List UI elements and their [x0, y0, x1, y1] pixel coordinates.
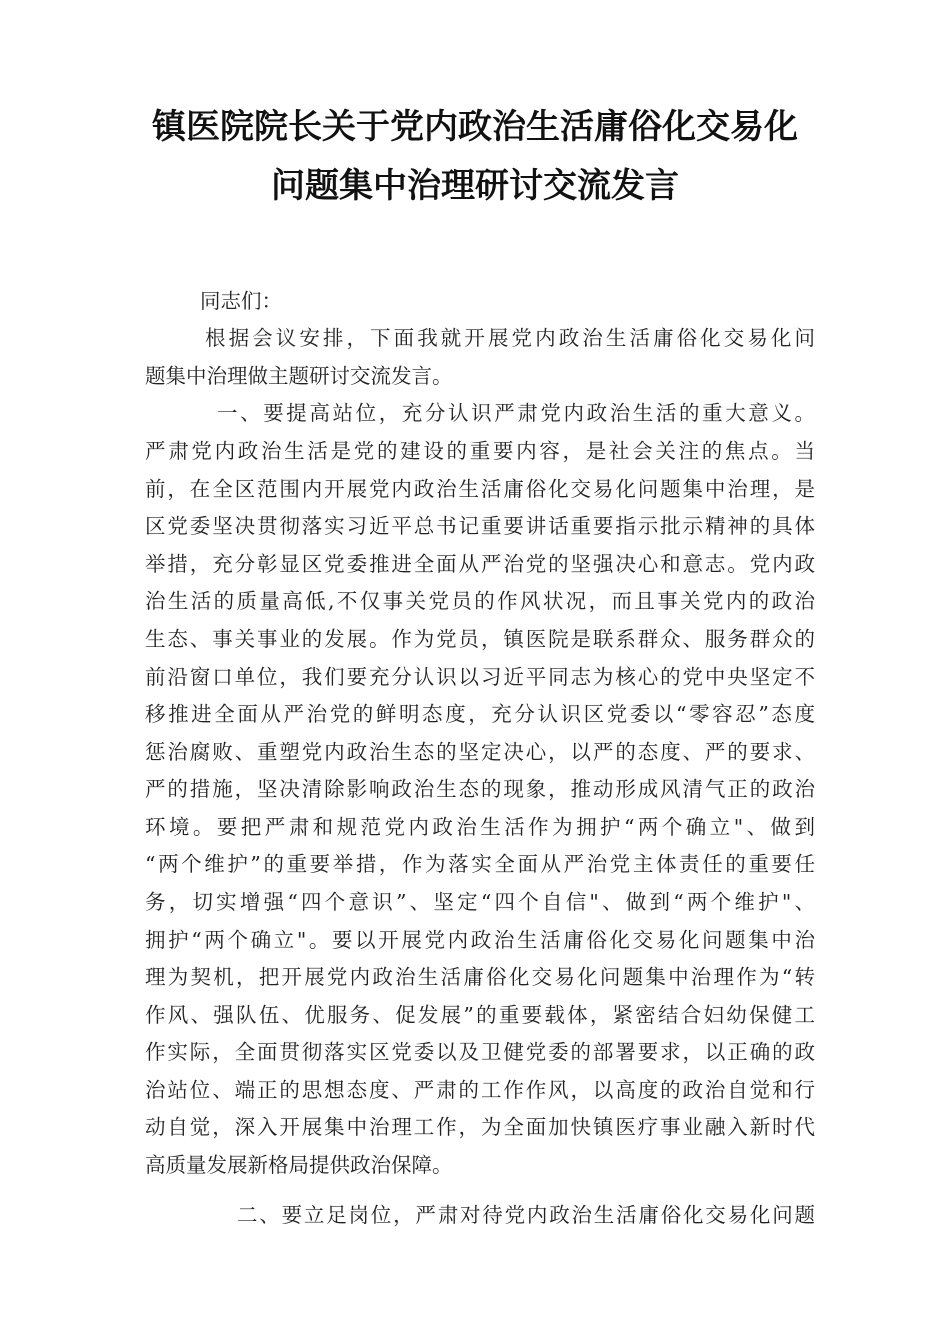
- paragraph-line: 严肃党内政治生活是党的建设的重要内容，是社会关注的焦点。当: [145, 439, 815, 463]
- paragraph-line: 理为契机，把开展党内政治生活庸俗化交易化问题集中治理作为“转: [145, 965, 815, 989]
- paragraph-line: 严的措施，坚决清除影响政治生态的现象，推动形成风清气正的政治: [145, 777, 815, 801]
- section-heading-2: 二、要立足岗位，严肃对待党内政治生活庸俗化交易化问题: [237, 1203, 815, 1227]
- paragraph-line: 前沿窗口单位，我们要充分认识以习近平同志为核心的党中央坚定不: [145, 665, 815, 689]
- paragraph-line: 区党委坚决贯彻落实习近平总书记重要讲话重要指示批示精神的具体: [145, 514, 815, 538]
- paragraph-line: 前，在全区范围内开展党内政治生活庸俗化交易化问题集中治理，是: [145, 477, 815, 501]
- paragraph-line: 惩治腐败、重塑党内政治生态的坚定决心，以严的态度、严的要求、: [145, 740, 815, 764]
- paragraph-line: 治生活的质量高低,不仅事关党员的作风状况，而且事关党内的政治: [145, 589, 815, 613]
- paragraph-line: 题集中治理做主题研讨交流发言。: [145, 364, 453, 388]
- paragraph-line: 作风、强队伍、优服务、促发展”的重要载体，紧密结合妇幼保健工: [145, 1003, 815, 1027]
- section-heading-1: 一、要提高站位，充分认识严肃党内政治生活的重大意义。: [217, 401, 815, 425]
- paragraph-line: 务，切实增强“四个意识”、坚定“四个自信"、做到“两个维护"、: [145, 890, 815, 914]
- document-body: [145, 0, 815, 1344]
- document-title-line-2: 问题集中治理研讨交流发言: [271, 166, 679, 206]
- paragraph-line: 生态、事关事业的发展。作为党员，镇医院是联系群众、服务群众的: [145, 627, 815, 651]
- paragraph-line: 根据会议安排，下面我就开展党内政治生活庸俗化交易化问: [205, 326, 815, 350]
- paragraph-line: 作实际，全面贯彻落实区党委以及卫健党委的部署要求，以正确的政: [145, 1040, 815, 1064]
- salutation: 同志们：: [200, 289, 282, 313]
- paragraph-line: 移推进全面从严治党的鲜明态度，充分认识区党委以“零容忍”态度: [145, 702, 815, 726]
- paragraph-line: 环境。要把严肃和规范党内政治生活作为拥护“两个确立"、做到: [145, 815, 815, 839]
- paragraph-line: 动自觉，深入开展集中治理工作，为全面加快镇医疗事业融入新时代: [145, 1115, 815, 1139]
- paragraph-line: 治站位、端正的思想态度、严肃的工作作风，以高度的政治自觉和行: [145, 1078, 815, 1102]
- paragraph-line: “两个维护”的重要举措，作为落实全面从严治党主体责任的重要任: [145, 852, 815, 876]
- paragraph-line: 高质量发展新格局提供政治保障。: [145, 1153, 453, 1177]
- document-title-line-1: 镇医院院长关于党内政治生活庸俗化交易化: [152, 107, 798, 147]
- paragraph-line: 拥护“两个确立"。要以开展党内政治生活庸俗化交易化问题集中治: [145, 928, 815, 952]
- paragraph-line: 举措，充分彰显区党委推进全面从严治党的坚强决心和意志。党内政: [145, 552, 815, 576]
